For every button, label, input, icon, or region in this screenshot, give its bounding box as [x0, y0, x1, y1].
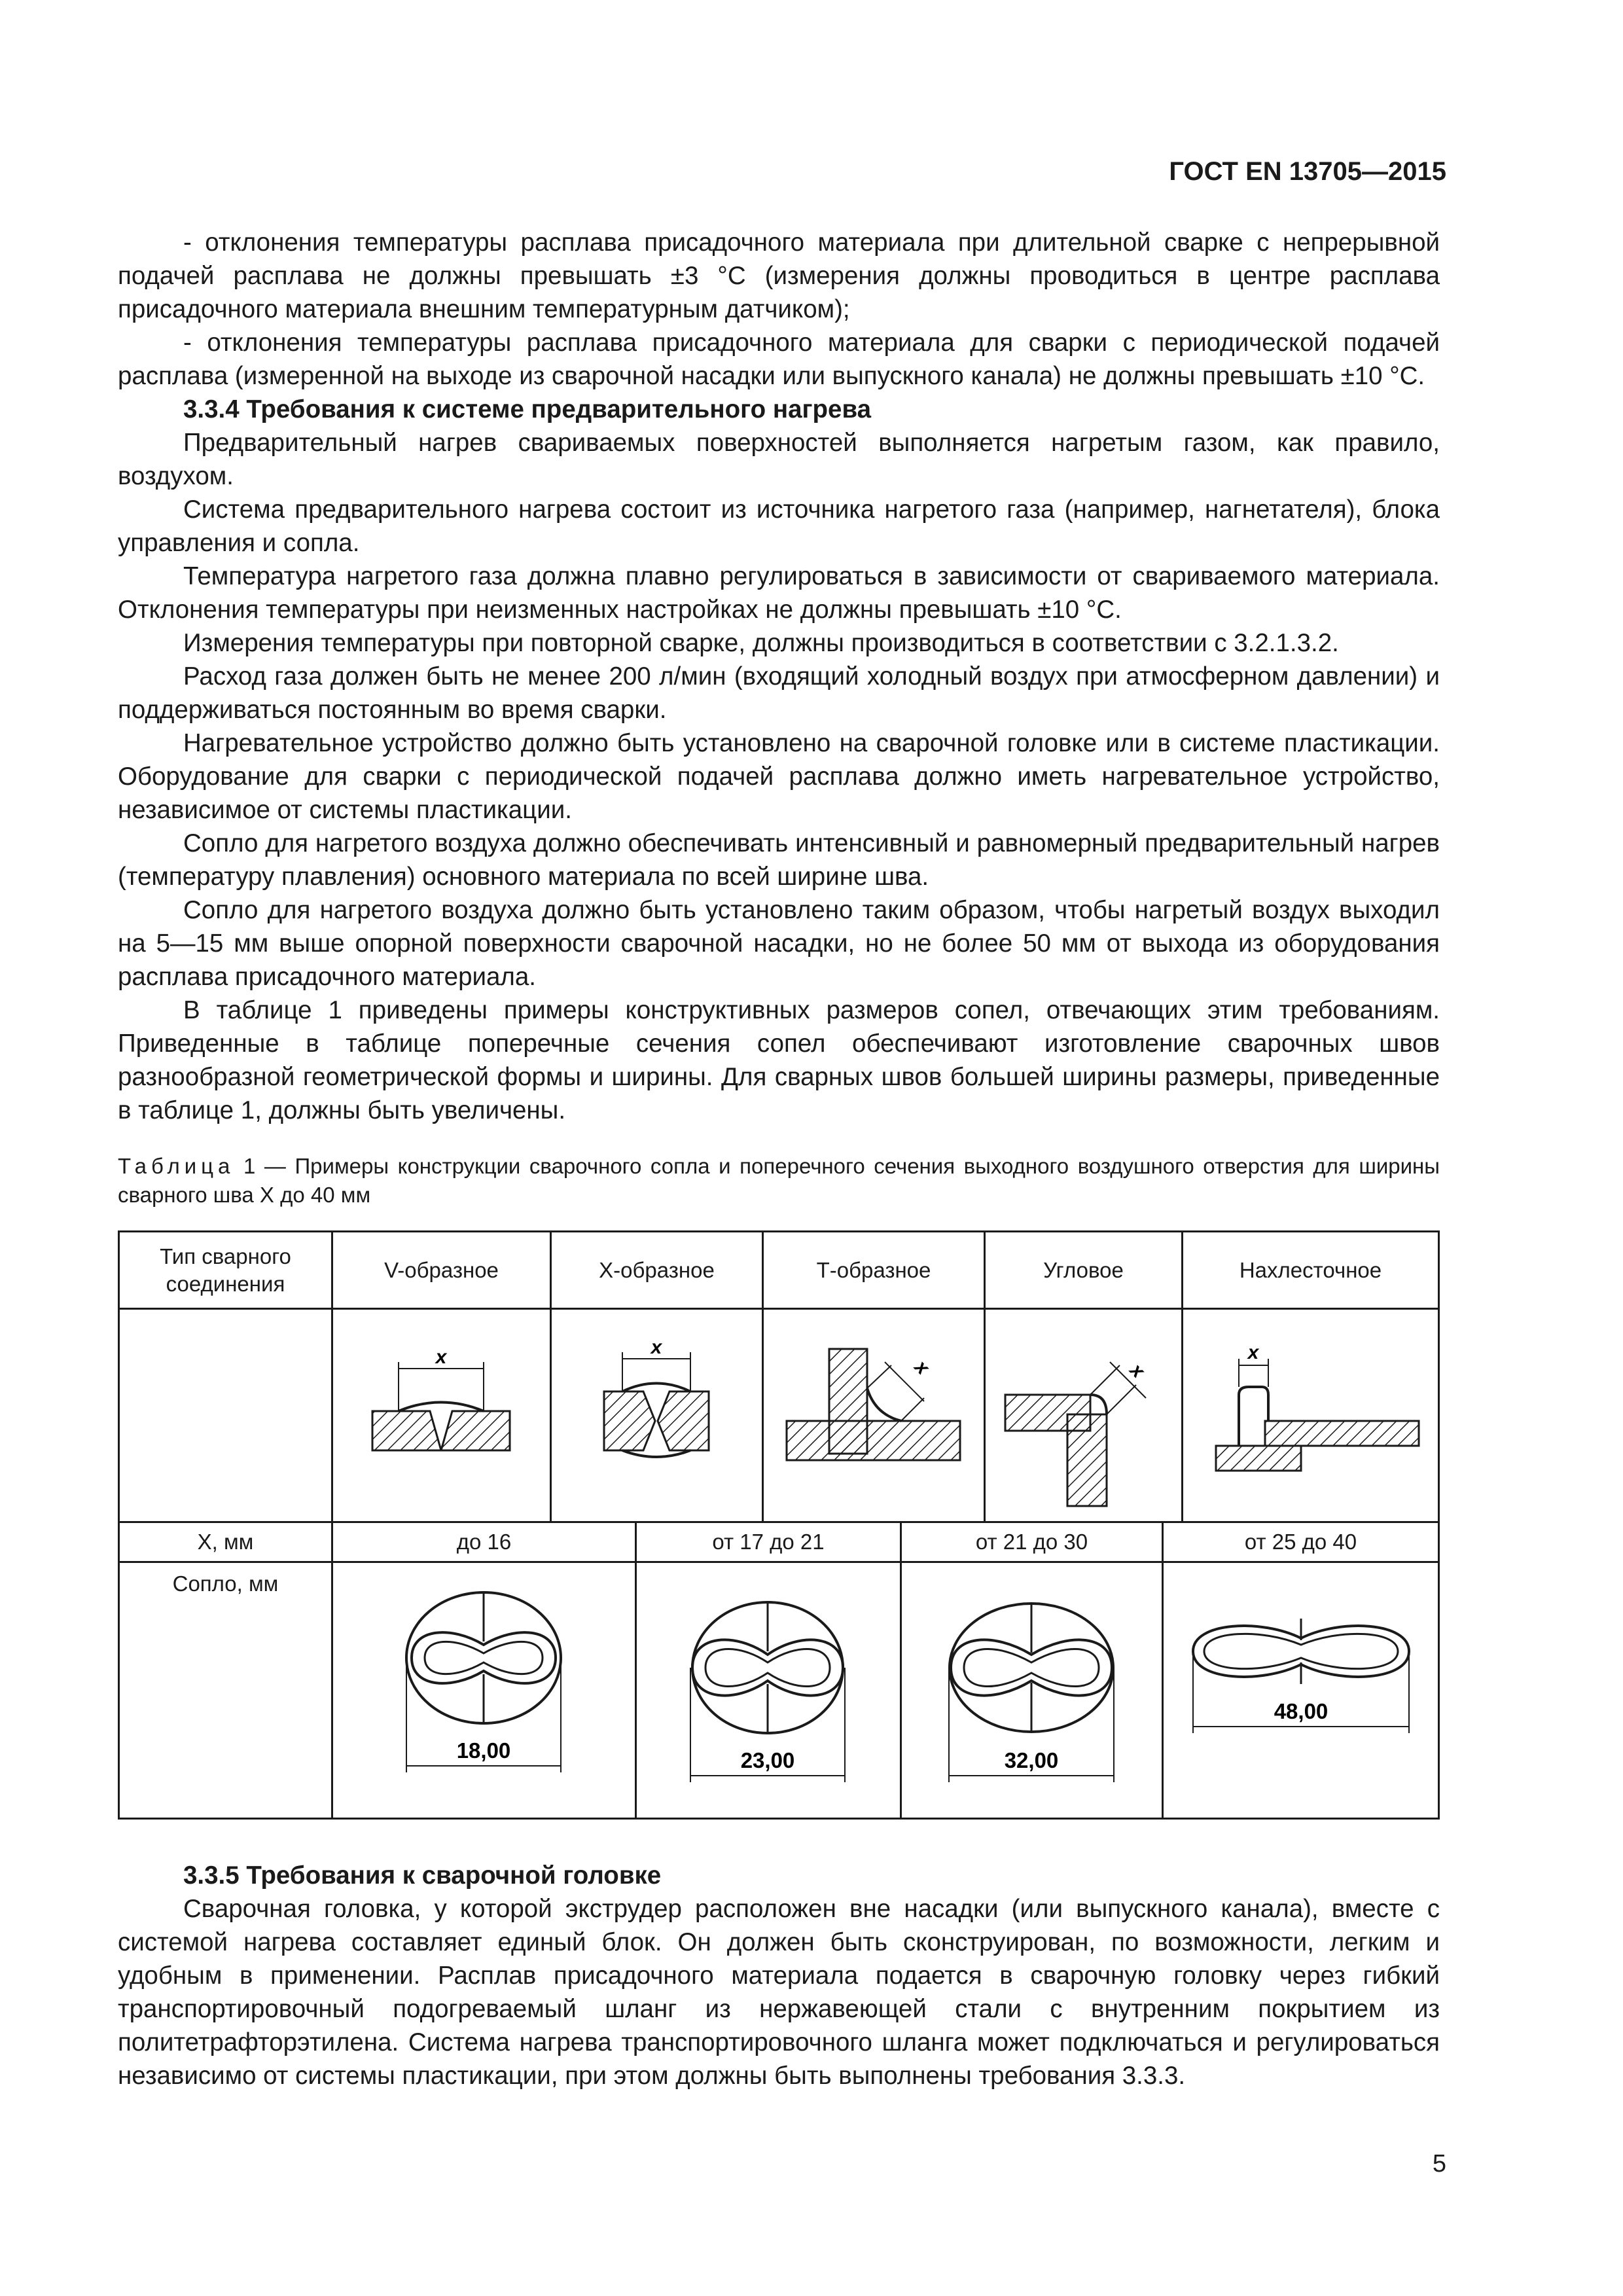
- x-row-label: X, мм: [197, 1530, 254, 1554]
- paragraph: - отклонения температуры расплава присадочного материала при длительной сварке с непрерывной подачей расплава не должны превышать ±3 °С (измерения должны проводиться в центре расплава присадочного материала внешним температурным датчиком);: [118, 228, 1440, 323]
- fig-letter: x: [910, 1355, 934, 1379]
- fig-letter: x: [651, 1336, 662, 1358]
- fig-letter: x: [1126, 1359, 1149, 1382]
- x-range: от 17 до 21: [712, 1530, 825, 1554]
- corner-joint-figure: [986, 1310, 1181, 1521]
- paragraph: Расход газа должен быть не менее 200 л/мин (входящий холодный воздух при атмосферном давлении) и поддерживаться постоянным во время сварки.: [118, 662, 1440, 724]
- nozzle-row-label: Сопло, мм: [172, 1571, 279, 1596]
- joint-type-x: X-образное: [599, 1257, 715, 1282]
- paragraph: Сопло для нагретого воздуха должно обеспечивать интенсивный и равномерный предварительный нагрев (температуру плавления) основного материала по всей ширине шва.: [118, 829, 1440, 891]
- paragraph: Измерения температуры при повторной сварке, должны производиться в соответствии с 3.2.1.3.2.: [183, 629, 1339, 657]
- nozzle-figure-4: [1164, 1563, 1438, 1818]
- section-heading-334: 3.3.4 Требования к системе предварительного нагрева: [183, 395, 872, 423]
- lap-joint-figure: [1183, 1310, 1438, 1521]
- x-range: от 21 до 30: [975, 1530, 1088, 1554]
- joint-type-t: Т-образное: [816, 1257, 931, 1282]
- nozzle-table: [118, 1230, 1440, 1820]
- paragraph: Сопло для нагретого воздуха должно быть установлено таким образом, чтобы нагретый воздух выходил на 5—15 мм выше опорной поверхности сварочной насадки, но не более 50 мм от выхода из оборудования расплава присадочного материала.: [118, 896, 1440, 991]
- paragraph: - отклонения температуры расплава присадочного материала для сварки с периодической подачей расплава (измеренной на выходе из сварочной насадки или выпускного канала) не должны превышать ±10 °С.: [118, 329, 1440, 390]
- t-joint-figure: [764, 1310, 984, 1521]
- paragraph: Предварительный нагрев свариваемых поверхностей выполняется нагретым газом, как правило, воздухом.: [118, 429, 1440, 490]
- nozzle-size-4: 48,00: [1274, 1699, 1329, 1723]
- col-header: Тип сварного соединения: [160, 1244, 291, 1296]
- page-header: ГОСТ EN 13705—2015: [1169, 157, 1446, 186]
- table-caption: [118, 1152, 1440, 1210]
- x-joint-figure: [552, 1310, 762, 1521]
- paragraph: Система предварительного нагрева состоит из источника нагретого газа (например, нагнетателя), блока управления и сопла.: [118, 495, 1440, 557]
- joint-type-v: V-образное: [384, 1257, 499, 1282]
- x-range: от 25 до 40: [1244, 1530, 1357, 1554]
- nozzle-size-2: 23,00: [740, 1748, 795, 1772]
- page-number: 5: [1432, 2150, 1446, 2178]
- nozzle-figure-2: [637, 1563, 900, 1818]
- nozzle-size-1: 18,00: [456, 1738, 511, 1763]
- joint-type-corner: Угловое: [1043, 1257, 1124, 1282]
- paragraph: Сварочная головка, у которой экструдер расположен вне насадки (или выпускного канала), вместе с системой нагрева составляет единый блок. Он должен быть сконструирован, по возможности, легким и удобным в применении. Расплав присадочного материала подается в сварочную головку через гибкий транспортировочный подогреваемый шланг из нержавеющей стали с внутренним покрытием из политетрафторэтилена. Система нагрева транспортировочного шланга может подключаться и регулироваться независимо от системы пластикации, при этом должны быть выполнены требования 3.3.3.: [118, 1895, 1440, 2090]
- paragraph: В таблице 1 приведены примеры конструктивных размеров сопел, отвечающих этим требованиям. Приведенные в таблице поперечные сечения сопел обеспечивают изготовление сварочных швов разнообразной геометрической формы и ширины. Для сварных швов большей ширины размеры, приведенные в таблице 1, должны быть увеличены.: [118, 996, 1440, 1124]
- table-border: [1438, 1230, 1440, 1820]
- text-block-top: [118, 226, 1440, 1127]
- table-border: [118, 1818, 1440, 1820]
- text-block-bottom: [118, 1859, 1440, 2092]
- table-caption-text: 1 — Примеры конструкции сварочного сопла и поперечного сечения выходного воздушного отверстия для ширины сварного шва X до 40 мм: [118, 1154, 1440, 1207]
- paragraph: Температура нагретого газа должна плавно регулироваться в зависимости от свариваемого материала. Отклонения температуры при неизменных настройках не должны превышать ±10 °С.: [118, 562, 1440, 624]
- nozzle-figure-1: [333, 1563, 635, 1818]
- paragraph: Нагревательное устройство должно быть установлено на сварочной головке или в системе пластикации. Оборудование для сварки с периодической подачей расплава должно иметь нагревательное устройство, независимое от системы пластикации.: [118, 729, 1440, 824]
- table-caption-label: Таблица: [118, 1154, 235, 1178]
- fig-letter: x: [1247, 1342, 1259, 1363]
- nozzle-size-3: 32,00: [1004, 1748, 1059, 1772]
- v-joint-figure: [333, 1310, 550, 1521]
- joint-type-lap: Нахлесточное: [1239, 1257, 1382, 1282]
- section-heading-335: 3.3.5 Требования к сварочной головке: [183, 1861, 662, 1890]
- fig-letter: x: [435, 1346, 447, 1368]
- x-range: до 16: [456, 1530, 512, 1554]
- nozzle-figure-3: [902, 1563, 1162, 1818]
